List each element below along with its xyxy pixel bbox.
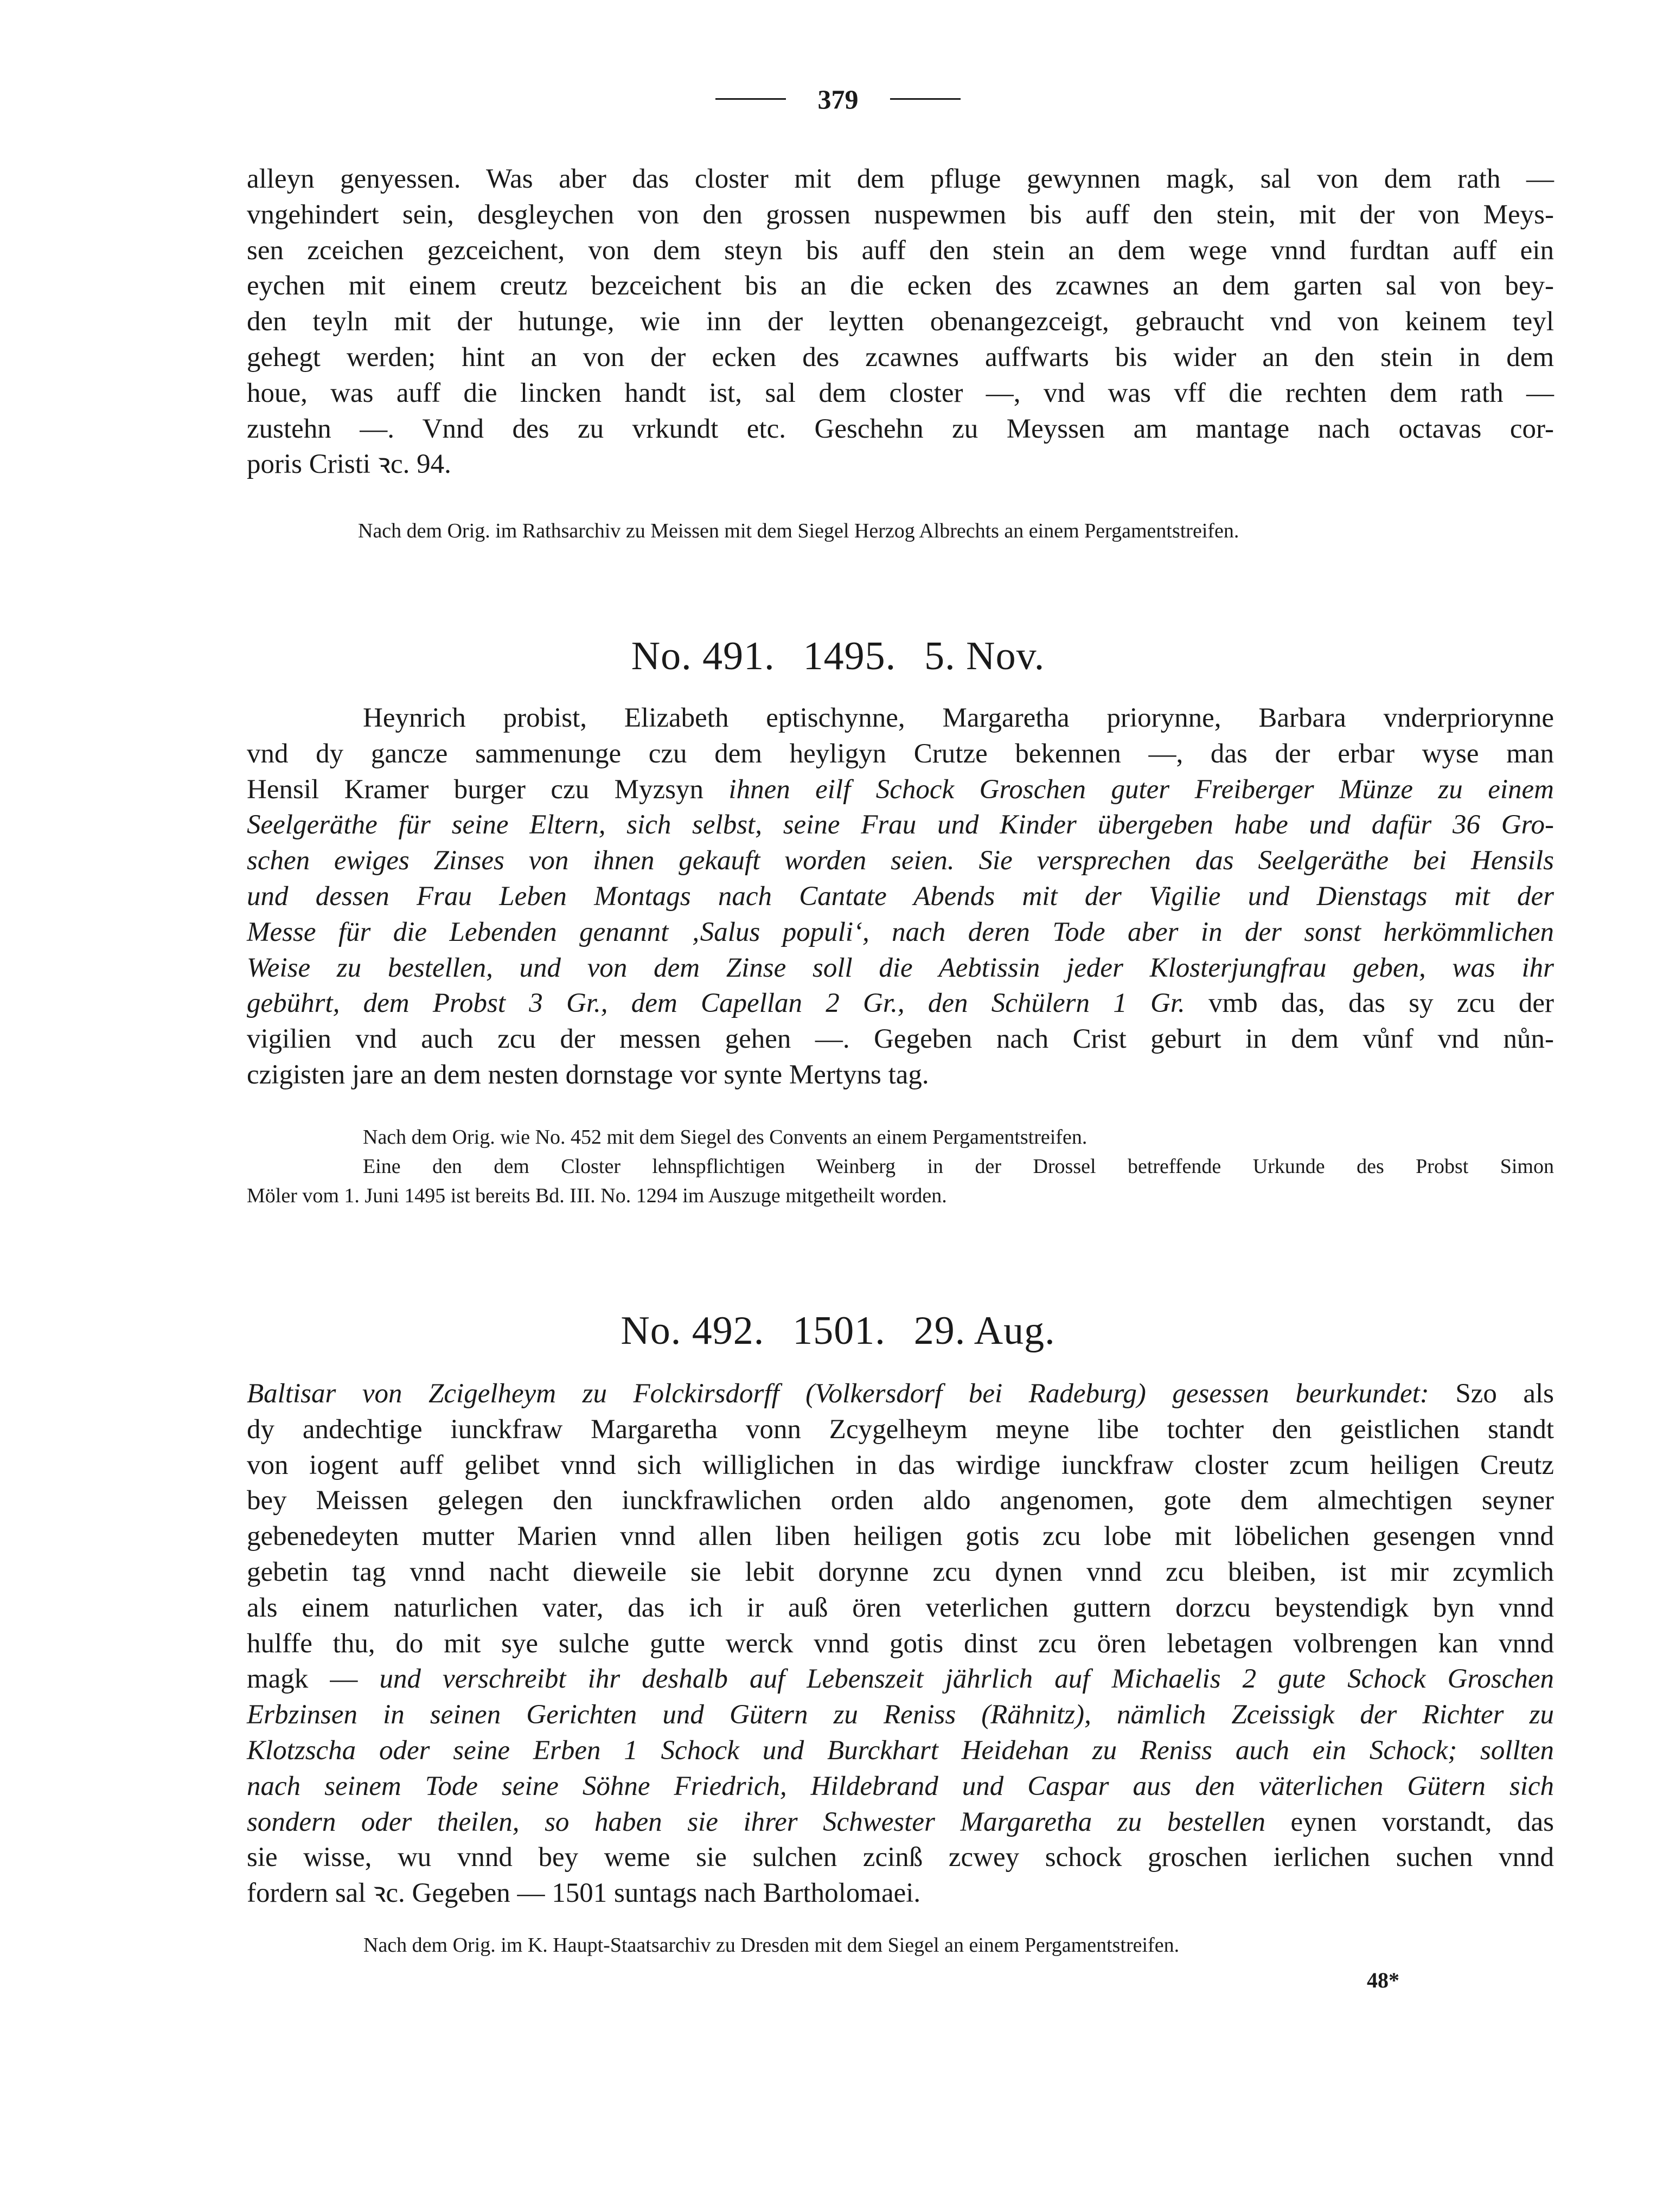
editorial-summary: und dessen Frau Leben Montags nach Cantate Abends mit der Vigilie und Dienstags mit der [247,881,1554,912]
text-line [247,1769,1554,1805]
editorial-summary: Seelgeräthe für seine Eltern, sich selbst, seine Frau und Kinder übergeben habe und dafür 36 Gro- [247,810,1554,841]
text-line: houe, was auff die lincken handt ist, sal dem closter —, vnd was vff die rechten dem rath — [247,377,1554,408]
doc-491-year: 1495. [803,634,897,678]
doc-491-note-line: Nach dem Orig. wie No. 452 mit dem Siegel des Convents an einem Pergamentstreifen. [363,1126,1088,1149]
source-text: von iogent auff gelibet vnnd sich williglichen in das wirdige iunckfraw closter zcum heiligen Creutz [247,1450,1554,1480]
text-line [247,1840,1554,1876]
source-text: vnd dy gancze sammenunge czu dem heyligyn Crutze bekennen —, das der erbar wyse man [247,738,1554,769]
source-note-line: Nach dem Orig. im Rathsarchiv zu Meissen mit dem Siegel Herzog Albrechts an einem Pergamentstreifen. [358,520,1239,542]
doc-491-note-line: Eine den dem Closter lehnspflichtigen Weinberg in der Drossel betreffende Urkunde des Probst Simon [363,1155,1554,1178]
text-line [247,1662,1554,1697]
doc-491-heading [0,633,1676,679]
text-line: vngehindert sein, desgleychen von den grossen nuspewmen bis auff den stein, mit der von Meys- [247,199,1554,230]
header-rule-right [890,98,961,100]
source-text: bey Meissen gelegen den iunckfrawlichen orden aldo angenomen, gote dem almechtigen seyner [247,1485,1554,1516]
editorial-summary: gebührt, dem Probst 3 Gr., dem Capellan 2 Gr., den Schülern 1 Gr. [247,988,1185,1019]
text-line [247,951,1554,986]
text-line [247,1876,1554,1912]
doc-492-year: 1501. [792,1309,886,1353]
text-line [247,1057,1554,1093]
source-text: czigisten jare an dem nesten dornstage vor synte Mertyns tag. [247,1059,929,1090]
text-line: den teyln mit der hutunge, wie inn der leytten obenangezceigt, gebraucht vnd von keinem teyl [247,306,1554,337]
continuation-text [247,162,1554,483]
text-line [247,1733,1554,1769]
source-text: hulffe thu, do mit sye sulche gutte werck vnnd gotis dinst zcu ören lebetagen volbrengen kan vnnd [247,1628,1554,1659]
source-text: vigilien vnd auch zcu der messen gehen —. Gegeben nach Crist geburt in dem vůnf vnd nůn- [247,1024,1554,1055]
source-text: Heynrich probist, Elizabeth eptischynne, Margaretha priorynne, Barbara vnderpriorynne [363,703,1554,733]
text-line [247,772,1554,808]
source-text: Szo als [1429,1379,1554,1409]
doc-492-source-note [363,1931,1573,1960]
header-rule-left [715,98,786,100]
editorial-summary: Klotzscha oder seine Erben 1 Schock und Burckhart Heidehan zu Reniss auch ein Schock; sollten [247,1735,1554,1766]
text-line [247,1448,1554,1484]
editorial-summary: Weise zu bestellen, und von dem Zinse soll die Aebtissin jeder Klosterjungfrau geben, was ihr [247,952,1554,983]
text-line [247,1805,1554,1841]
page-header [0,80,1676,115]
text-line [247,701,1554,736]
text-line [247,1626,1554,1662]
editorial-summary: sondern oder theilen, so haben sie ihrer Schwester Margaretha zu bestellen [247,1806,1265,1837]
text-line [247,1022,1554,1057]
doc-492-text [247,1376,1554,1912]
source-text: als einem naturlichen vater, das ich ir auß ören veterlichen guttern dorzcu beystendigk byn vnnd [247,1592,1554,1623]
doc-491-notes [247,1123,1554,1210]
editorial-summary: Erbzinsen in seinen Gerichten und Gütern zu Reniss (Rähnitz), nämlich Zceissigk der Richter zu [247,1700,1554,1730]
editorial-summary: Messe für die Lebenden genannt ‚Salus populi‘, nach deren Tode aber in der sonst herkömmlichen [247,916,1554,947]
source-text: dy andechtige iunckfraw Margaretha vonn Zcygelheym meyne libe tochter den geistlichen standt [247,1414,1554,1445]
editorial-summary: Baltisar von Zcigelheym zu Folckirsdorff (Volkersdorf bei Radeburg) gesessen beurkundet: [247,1379,1429,1409]
text-line: sen zceichen gezceichent, von dem steyn bis auff den stein an dem wege vnnd furdtan auff ein [247,235,1554,266]
page-number: 379 [817,84,859,114]
editorial-summary: nach seinem Tode seine Söhne Friedrich, Hildebrand und Caspar aus den väterlichen Gütern sich [247,1771,1554,1801]
source-text: vmb das, das sy zcu der [1185,988,1554,1019]
editorial-summary: ihnen eilf Schock Groschen guter Freiberger Münze zu einem [728,774,1554,805]
doc-491-number: No. 491. [631,634,775,678]
text-line [247,1519,1554,1555]
signature-mark: 48* [1367,1968,1399,1992]
text-line [247,736,1554,772]
text-line: gehegt werden; hint an von der ecken des zcawnes auffwarts bis wider an den stein in dem [247,342,1554,373]
editorial-summary: schen ewiges Zinses von ihnen gekauft worden seien. Sie versprechen das Seelgeräthe bei Hensils [247,845,1554,876]
text-line: poris Cristi ꝛc. 94. [247,449,451,480]
text-line [247,1483,1554,1519]
text-line: zustehn —. Vnnd des zu vrkundt etc. Geschehn zu Meyssen am mantage nach octavas cor- [247,413,1554,444]
text-line [247,1591,1554,1626]
doc-491-date: 5. Nov. [924,634,1045,678]
text-line [247,1376,1554,1412]
doc-492-heading [0,1308,1676,1354]
source-note-line: Nach dem Orig. im K. Haupt-Staatsarchiv zu Dresden mit dem Siegel an einem Pergamentstreifen. [363,1934,1180,1957]
source-text: fordern sal ꝛc. Gegeben — 1501 suntags nach Bartholomaei. [247,1878,921,1909]
source-text: sie wisse, wu vnnd bey weme sie sulchen zcinß zcwey schock groschen ierlichen suchen vnnd [247,1842,1554,1873]
text-line [247,1697,1554,1733]
doc-491-text [247,701,1554,1093]
text-line [247,915,1554,951]
text-line: alleyn genyessen. Was aber das closter mit dem pfluge gewynnen magk, sal von dem rath — [247,164,1554,194]
editorial-summary: und verschreibt ihr deshalb auf Lebenszeit jährlich auf Michaelis 2 gute Schock Groschen [379,1664,1554,1695]
doc-492-date: 29. Aug. [913,1309,1056,1353]
source-text: Hensil Kramer burger czu Myzsyn [247,774,729,805]
source-text: eynen vorstandt, das [1265,1806,1555,1837]
text-line [247,843,1554,879]
text-line: eychen mit einem creutz bezceichent bis an die ecken des zcawnes an dem garten sal von bey- [247,271,1554,302]
source-text: magk — [247,1664,380,1695]
source-text: gebenedeyten mutter Marien vnnd allen liben heiligen gotis zcu lobe mit löbelichen gesengen vnnd [247,1521,1554,1552]
text-line [247,807,1554,843]
continuation-source-note [358,516,1573,546]
text-line [247,1412,1554,1448]
source-text: gebetin tag vnnd nacht dieweile sie lebit dorynne zcu dynen vnnd zcu bleiben, ist mir zcymlich [247,1556,1554,1587]
doc-492-number: No. 492. [620,1309,765,1353]
text-line [247,879,1554,915]
text-line [247,1555,1554,1591]
text-line [247,986,1554,1022]
doc-491-note-line: Möler vom 1. Juni 1495 ist bereits Bd. III. No. 1294 im Auszuge mitgetheilt worden. [247,1184,947,1207]
